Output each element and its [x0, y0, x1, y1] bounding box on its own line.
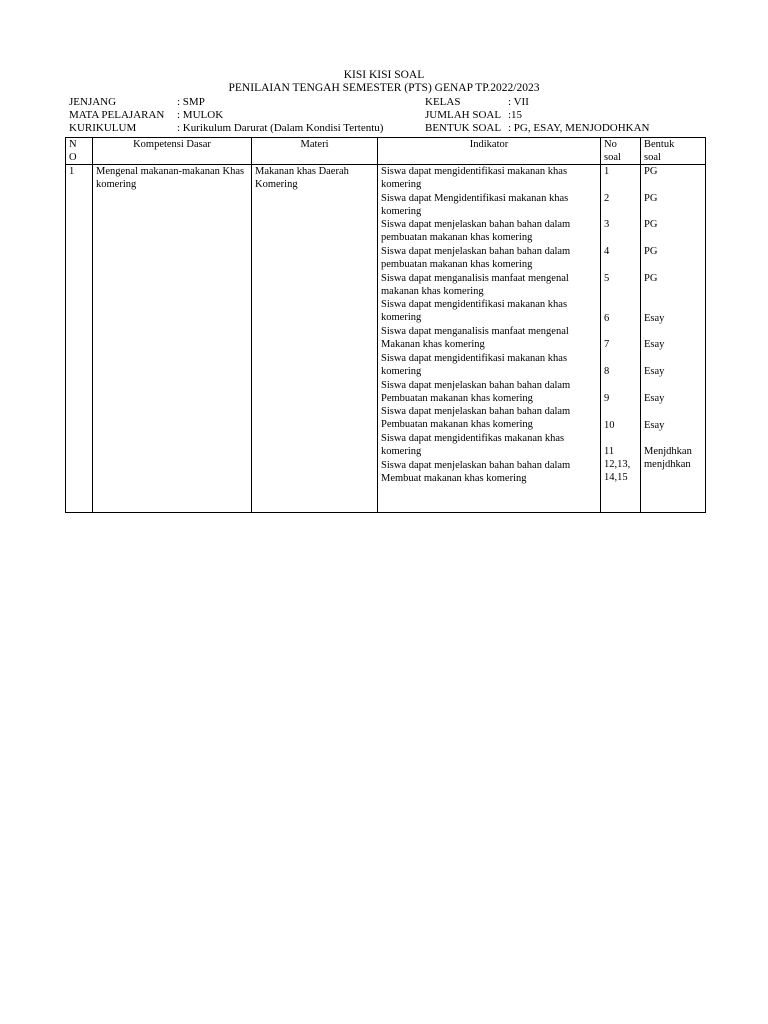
kelas-label: KELAS [425, 96, 461, 108]
no-soal-item: 2 [604, 192, 610, 204]
bentuk-soal-item: Esay [644, 366, 665, 378]
info-kurikulum [69, 122, 383, 135]
indikator-item: Siswa dapat mengidentifikasi makanan khas komering [381, 299, 568, 324]
document-subtitle: PENILAIAN TENGAH SEMESTER (PTS) GENAP TP.2022/2023 [228, 82, 540, 94]
kelas-value: : VII [508, 96, 529, 108]
bentuk-soal-item: Esay [644, 419, 665, 431]
indikator-item: Siswa dapat menjelaskan bahan bahan dalam Membuat makanan khas komering [381, 459, 571, 484]
cell-materi: Makanan khas Daerah Komering [252, 165, 378, 513]
header-bentuk-soal [641, 138, 706, 165]
no-soal-item: 7 [604, 339, 610, 351]
info-jenjang [69, 96, 205, 109]
no-soal-item: 12,13, 14,15 [604, 459, 631, 484]
indikator-item: Siswa dapat menjelaskan bahan bahan dalam Pembuatan makanan khas komering [381, 379, 571, 404]
header-indikator: Indikator [378, 138, 601, 165]
no-soal-item: 10 [604, 419, 615, 431]
title-block [0, 69, 768, 95]
info-mapel [69, 109, 223, 122]
no-soal-item: 11 [604, 446, 615, 458]
header-no-soal [601, 138, 641, 165]
cell-indikator [378, 165, 601, 513]
header-kd: Kompetensi Dasar [93, 138, 252, 165]
cell-no: 1 [66, 165, 93, 513]
bentuk-soal-item: Menjdhkan menjdhkan [644, 446, 692, 471]
indikator-item: Siswa dapat menjelaskan bahan bahan dalam pembuatan makanan khas komering [381, 219, 571, 244]
header-no-line2: O [69, 152, 77, 163]
indikator-item: Siswa dapat Mengidentifikasi makanan khas komering [381, 192, 569, 217]
table-row [66, 165, 706, 513]
no-soal-item: 8 [604, 366, 610, 378]
no-soal-item: 3 [604, 219, 610, 231]
no-soal-item: 9 [604, 392, 610, 404]
header-no-line1: N [69, 139, 77, 150]
indikator-item: Siswa dapat menganalisis manfaat mengenal Makanan khas komering [381, 326, 569, 351]
header-no [66, 138, 93, 165]
cell-kd: Mengenal makanan-makanan Khas komering [93, 165, 252, 513]
header-materi: Materi [252, 138, 378, 165]
bentuk-soal-item: PG [644, 272, 658, 284]
bentuk-soal-item: PG [644, 166, 658, 177]
bentuk-value: : PG, ESAY, MENJODOHKAN [508, 122, 650, 134]
no-soal-item: 5 [604, 272, 610, 284]
no-soal-item: 6 [604, 312, 610, 324]
header-bentuk-line1: Bentuk [644, 139, 675, 150]
document-title: KISI KISI SOAL [343, 69, 425, 81]
no-soal-item: 1 [604, 166, 610, 177]
kurikulum-label: KURIKULUM [69, 122, 137, 134]
indikator-item: Siswa dapat mengidentifikasi makanan khas komering [381, 352, 568, 377]
jenjang-label: JENJANG [69, 96, 117, 108]
kurikulum-value: : Kurikulum Darurat (Dalam Kondisi Tertentu) [177, 122, 384, 134]
header-nosoal-line2: soal [604, 152, 621, 163]
indikator-item: Siswa dapat mengidentifikas makanan khas komering [381, 432, 565, 457]
header-bentuk-line2: soal [644, 152, 661, 163]
indikator-item: Siswa dapat menganalisis manfaat mengenal makanan khas komering [381, 272, 569, 297]
indikator-item: Siswa dapat menjelaskan bahan bahan dalam pembuatan makanan khas komering [381, 246, 571, 271]
jenjang-value: : SMP [177, 96, 205, 108]
header-nosoal-line1: No [604, 139, 617, 150]
cell-bentuk-soal [641, 165, 706, 513]
info-bentuk [425, 122, 650, 135]
bentuk-soal-item: PG [644, 219, 658, 231]
table-header-row [66, 138, 706, 165]
bentuk-soal-item: PG [644, 192, 658, 204]
jumlah-value: :15 [508, 109, 523, 121]
indikator-item: Siswa dapat menjelaskan bahan bahan dalam Pembuatan makanan khas komering [381, 406, 571, 431]
info-jumlah [425, 109, 522, 122]
mapel-value: : MULOK [177, 109, 224, 121]
bentuk-soal-item: Esay [644, 392, 665, 404]
bentuk-soal-item: Esay [644, 312, 665, 324]
bentuk-soal-item: Esay [644, 339, 665, 351]
mapel-label: MATA PELAJARAN [69, 109, 165, 121]
bentuk-label: BENTUK SOAL [425, 122, 502, 134]
kisi-kisi-table [65, 137, 706, 513]
indikator-item: Siswa dapat mengidentifikasi makanan khas komering [381, 166, 568, 190]
info-kelas [425, 96, 529, 109]
bentuk-soal-item: PG [644, 246, 658, 258]
cell-no-soal [601, 165, 641, 513]
no-soal-item: 4 [604, 246, 610, 258]
jumlah-label: JUMLAH SOAL [425, 109, 502, 121]
